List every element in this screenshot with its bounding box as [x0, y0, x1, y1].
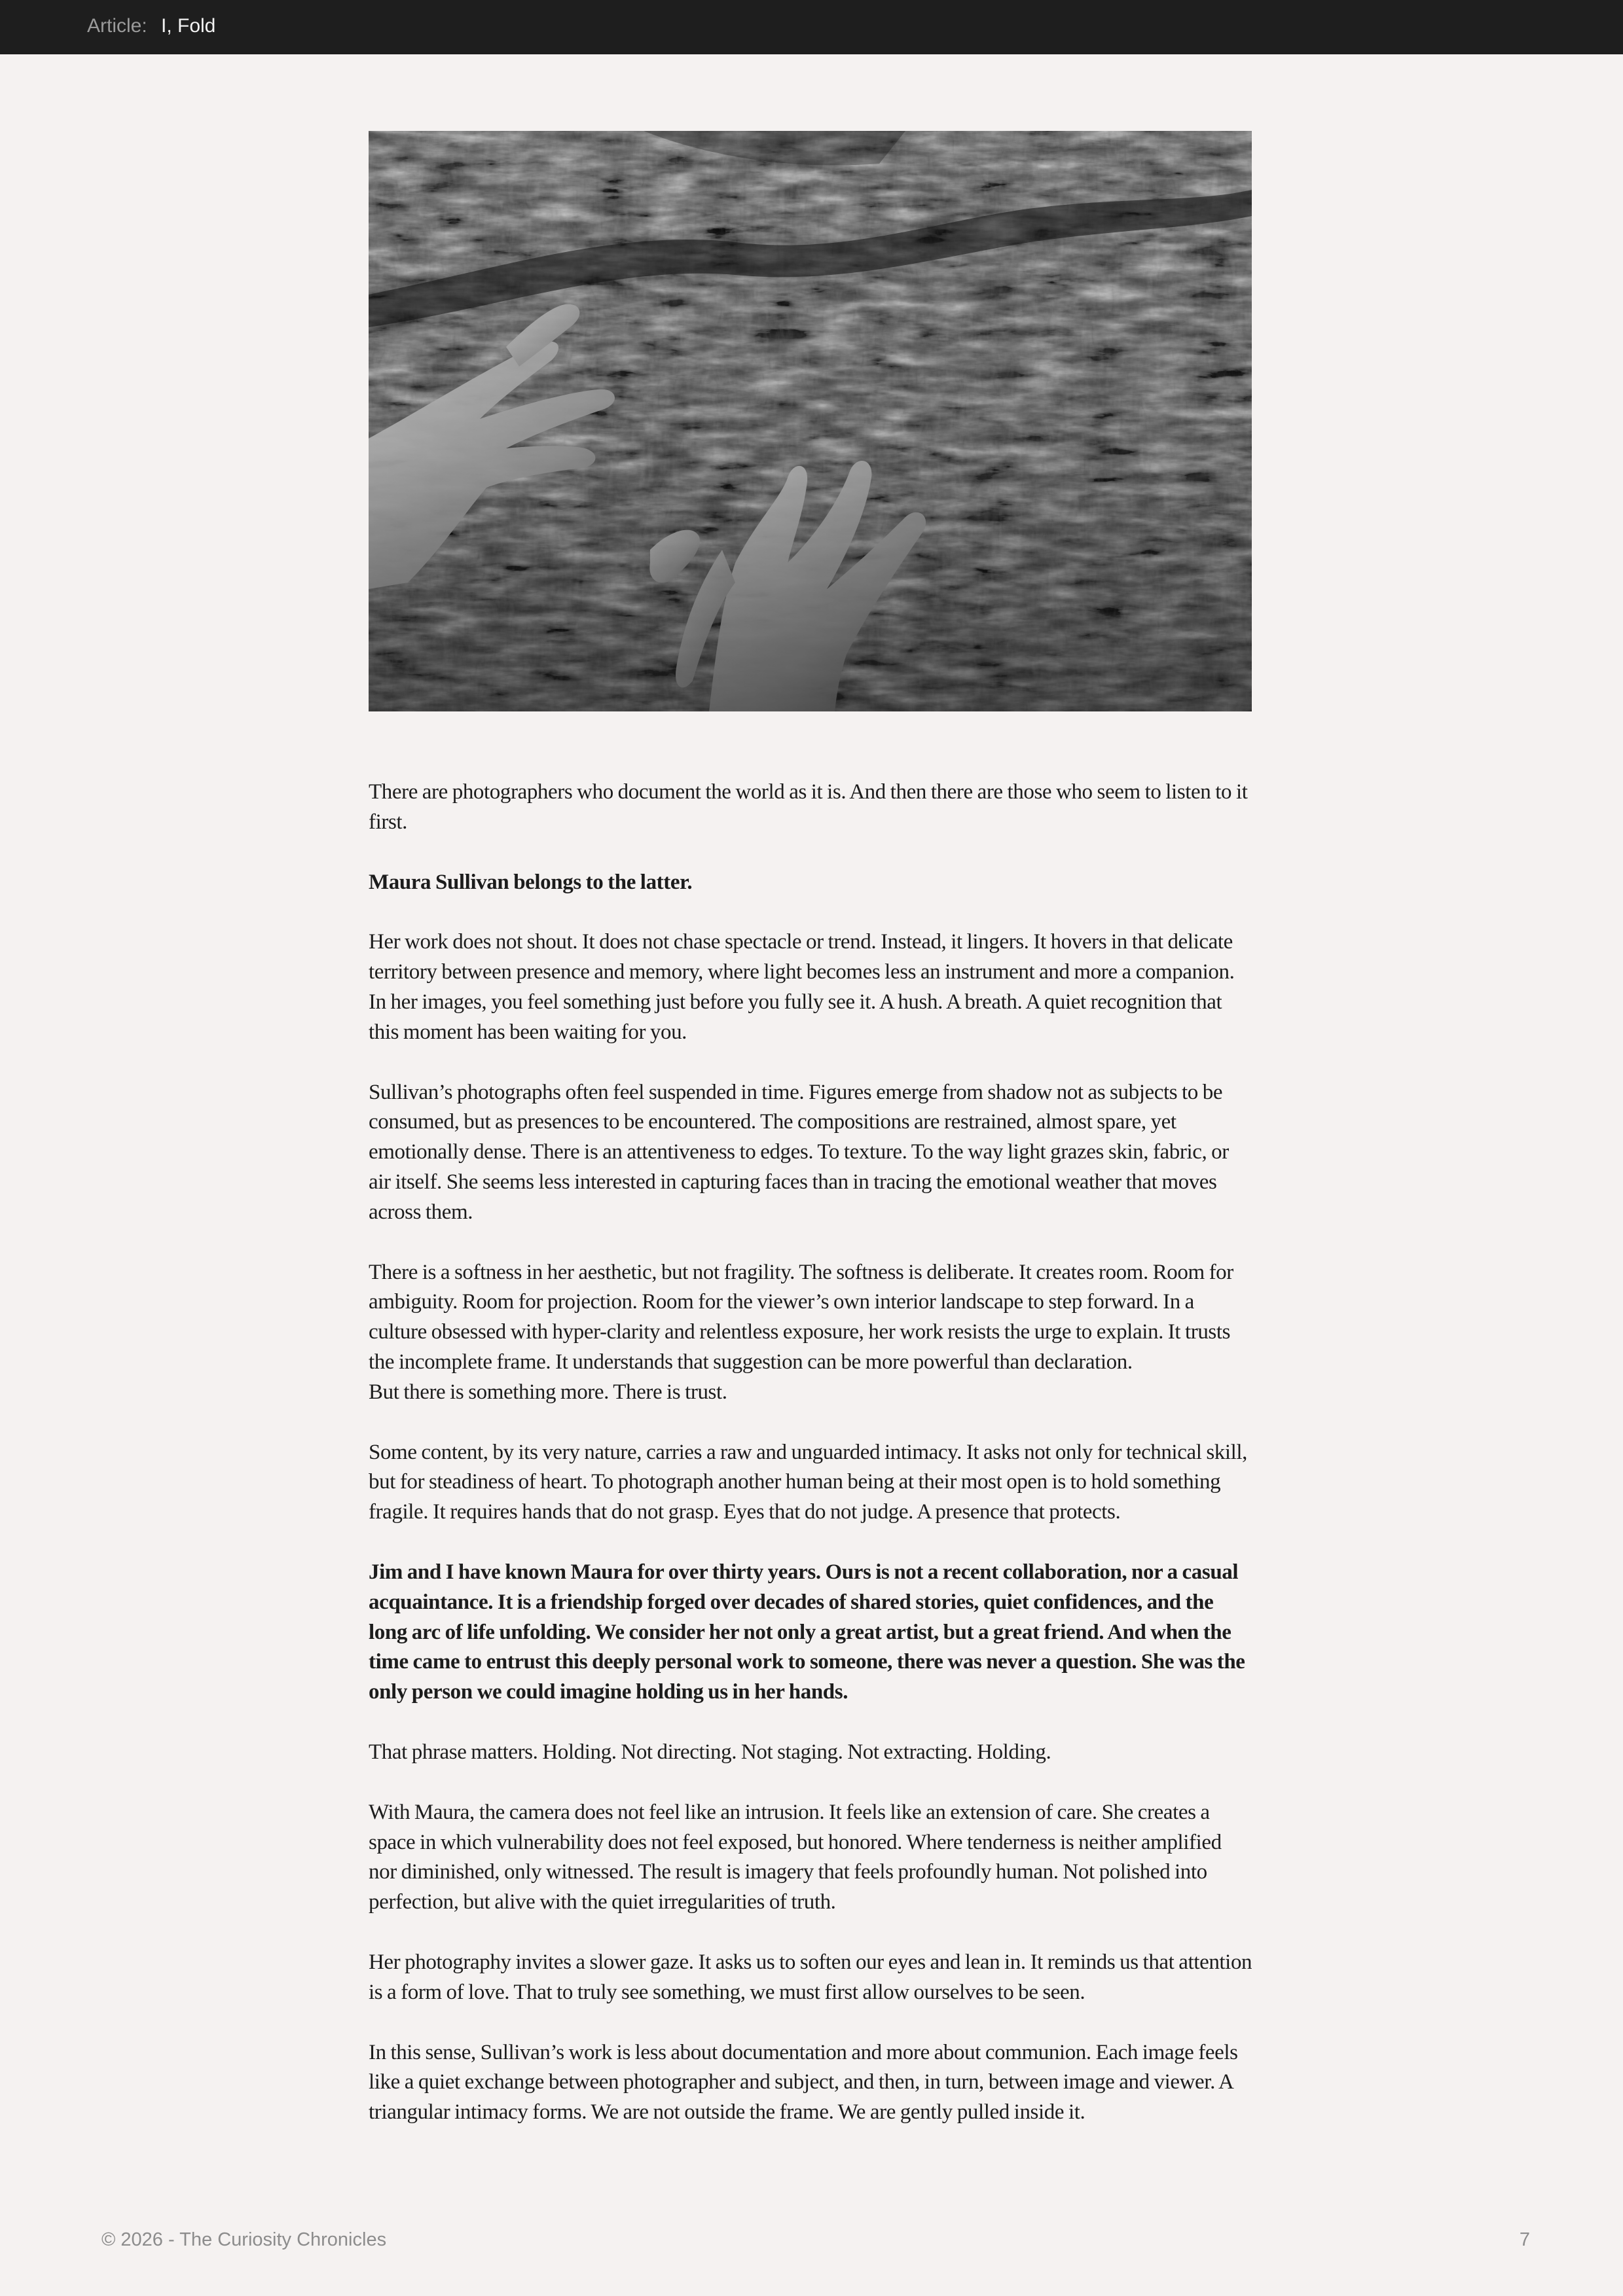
article-paragraph: There are photographers who document the world as it is. And then there are those who seem to listen to it first.	[369, 780, 1248, 834]
article-paragraph: There is a softness in her aesthetic, but not fragility. The softness is deliberate. It creates room. Room for ambiguity. Room for projection. Room for the viewer’s own interior landscape to step forward. In a culture obsessed with hyper-clarity and relentless exposure, her work resists the urge to explain. It trusts the incomplete frame. It understands that suggestion can be more powerful than declaration.	[369, 1260, 1233, 1374]
page-number: 7	[1519, 2229, 1530, 2250]
hero-photo	[369, 131, 1252, 711]
bark-and-hands-image	[369, 131, 1252, 711]
article-paragraph: Her work does not shout. It does not chase spectacle or trend. Instead, it lingers. It hovers in that delicate territory between presence and memory, where light becomes less an instrument and more a companion. In her images, you feel something just before you fully see it. A hush. A breath. A quiet recognition that this moment has been waiting for you.	[369, 930, 1235, 1044]
article-paragraph: With Maura, the camera does not feel like an intrusion. It feels like an extension of care. She creates a space in which vulnerability does not feel exposed, but honored. Where tenderness is neither amplified nor diminished, only witnessed. The result is imagery that feels profoundly human. Not polished into perfection, but alive with the quiet irregularities of truth.	[369, 1800, 1222, 1914]
article-paragraph: In this sense, Sullivan’s work is less about documentation and more about communion. Each image feels like a quiet exchange between photographer and subject, and then, in turn, between image and viewer. A triangular intimacy forms. We are not outside the frame. We are gently pulled inside it.	[369, 2040, 1238, 2125]
article-paragraph: Her photography invites a slower gaze. It asks us to soften our eyes and lean in. It reminds us that attention is a form of love. That to truly see something, we must first allow ourselves to be seen.	[369, 1950, 1252, 2004]
article-paragraph: But there is something more. There is trust.	[369, 1380, 727, 1404]
article-title: I, Fold	[161, 15, 216, 37]
article-paragraph: Sullivan’s photographs often feel suspended in time. Figures emerge from shadow not as subjects to be consumed, but as presences to be encountered. The compositions are restrained, almost spare, yet emotionally dense. There is an attentiveness to edges. To texture. To the way light grazes skin, fabric, or air itself. She seems less interested in capturing faces than in tracing the emotional weather that moves across them.	[369, 1080, 1229, 1224]
article-paragraph: That phrase matters. Holding. Not directing. Not staging. Not extracting. Holding.	[369, 1740, 1051, 1764]
top-bar	[0, 0, 1623, 54]
article-paragraph: Some content, by its very nature, carries a raw and unguarded intimacy. It asks not only for technical skill, but for steadiness of heart. To photograph another human being at their most open is to hold something fragile. It requires hands that do not grasp. Eyes that do not judge. A presence that protects.	[369, 1440, 1248, 1524]
article-body	[369, 778, 1254, 2158]
article-paragraph-bold: Jim and I have known Maura for over thirty years. Ours is not a recent collaboration, nor a casual acquaintance. It is a friendship forged over decades of shared stories, quiet confidences, and the long arc of life unfolding. We consider her not only a great artist, but a great friend. And when the time came to entrust this deeply personal work to someone, there was never a question. She was the only person we could imagine holding us in her hands.	[369, 1560, 1245, 1704]
article-paragraph-bold: Maura Sullivan belongs to the latter.	[369, 870, 693, 894]
article-label: Article:	[87, 15, 147, 37]
footer-copyright: © 2026 - The Curiosity Chronicles	[101, 2229, 387, 2250]
